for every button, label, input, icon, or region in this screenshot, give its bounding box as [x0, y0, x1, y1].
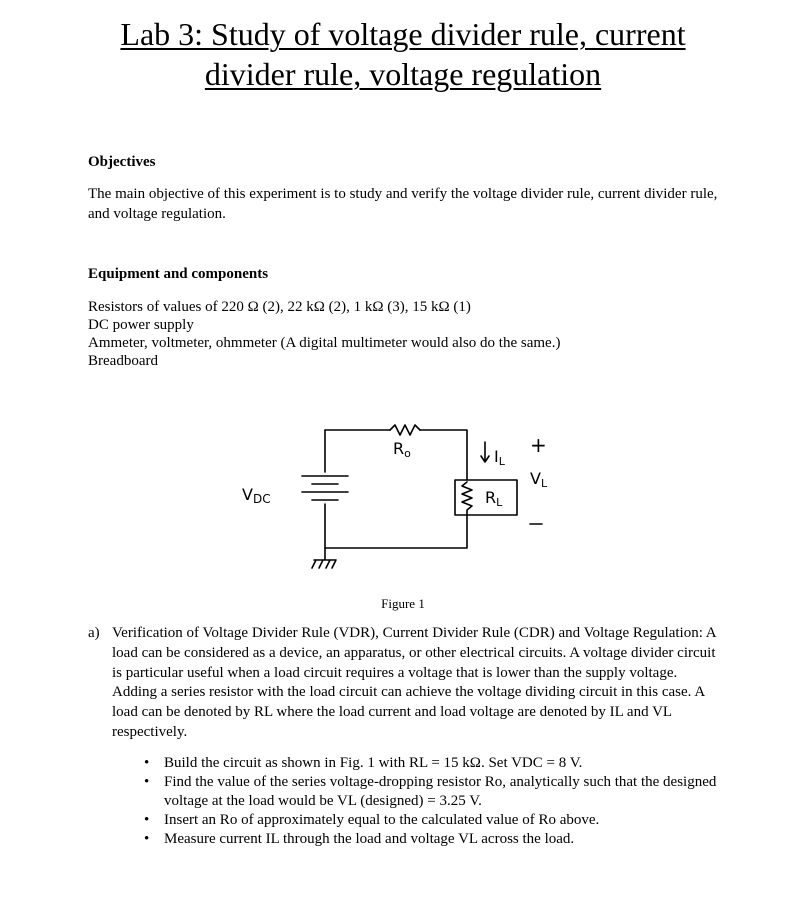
circuit-diagram — [230, 420, 590, 590]
title-line-1: Lab 3: Study of voltage divider rule, current — [120, 16, 686, 52]
wire-left-bottom — [325, 504, 467, 548]
ro-label: Ro — [393, 439, 411, 460]
equipment-item: Ammeter, voltmeter, ohmmeter (A digital multimeter would also do the same.) — [88, 335, 561, 351]
equipment-heading: Equipment and components — [88, 266, 269, 282]
wire-top-right — [420, 430, 467, 480]
list-item: • Measure current IL through the load and voltage VL across the load. — [144, 830, 724, 849]
title-line-2: divider rule, voltage regulation — [204, 56, 602, 92]
list-item: • Insert an Ro of approximately equal to the calculated value of Ro above. — [144, 811, 724, 830]
current-arrow — [481, 442, 489, 462]
vdc-label: VDC — [242, 485, 271, 506]
list-item: • Find the value of the series voltage-dropping resistor Ro, analytically such that the designed voltage at the load would be VL (designed) = 3.25 V. — [144, 773, 724, 811]
equipment-item: Resistors of values of 220 Ω (2), 22 kΩ (2), 1 kΩ (3), 15 kΩ (1) — [88, 299, 471, 315]
rl-label: RL — [485, 488, 503, 509]
equipment-item: DC power supply — [88, 317, 194, 333]
plus-label: + — [530, 433, 547, 457]
objectives-text: The main objective of this experiment is to study and verify the voltage divider rule, current divider rule, and voltage regulation. — [88, 186, 718, 222]
resistor-rl — [462, 482, 472, 515]
equipment-list — [88, 298, 728, 370]
instruction-list — [144, 754, 724, 849]
battery-symbol — [302, 476, 348, 500]
vl-label: VL — [530, 469, 548, 490]
figure-caption: Figure 1 — [381, 596, 425, 611]
section-a-text: Verification of Voltage Divider Rule (VDR), Current Divider Rule (CDR) and Voltage Regulation: A load can be considered as a device, an apparatus, or other electrical circuits. A voltage divider circuit is particular useful when a load circuit requires a voltage that is lower than the supply voltage. Adding a series resistor with the load circuit can achieve the voltage dividing circuit in this case. A load can be denoted by RL where the load current and load voltage are denoted by IL and VL respectively. — [112, 625, 716, 740]
ground-symbol — [312, 548, 336, 568]
il-label: IL — [494, 447, 505, 468]
equipment-item: Breadboard — [88, 353, 158, 369]
objectives-heading: Objectives — [88, 154, 156, 170]
resistor-ro — [390, 425, 420, 435]
page-title — [0, 14, 806, 94]
list-item: • Build the circuit as shown in Fig. 1 with RL = 15 kΩ. Set VDC = 8 V. — [144, 754, 724, 773]
section-a — [88, 624, 718, 743]
section-a-marker: a) — [88, 625, 100, 641]
